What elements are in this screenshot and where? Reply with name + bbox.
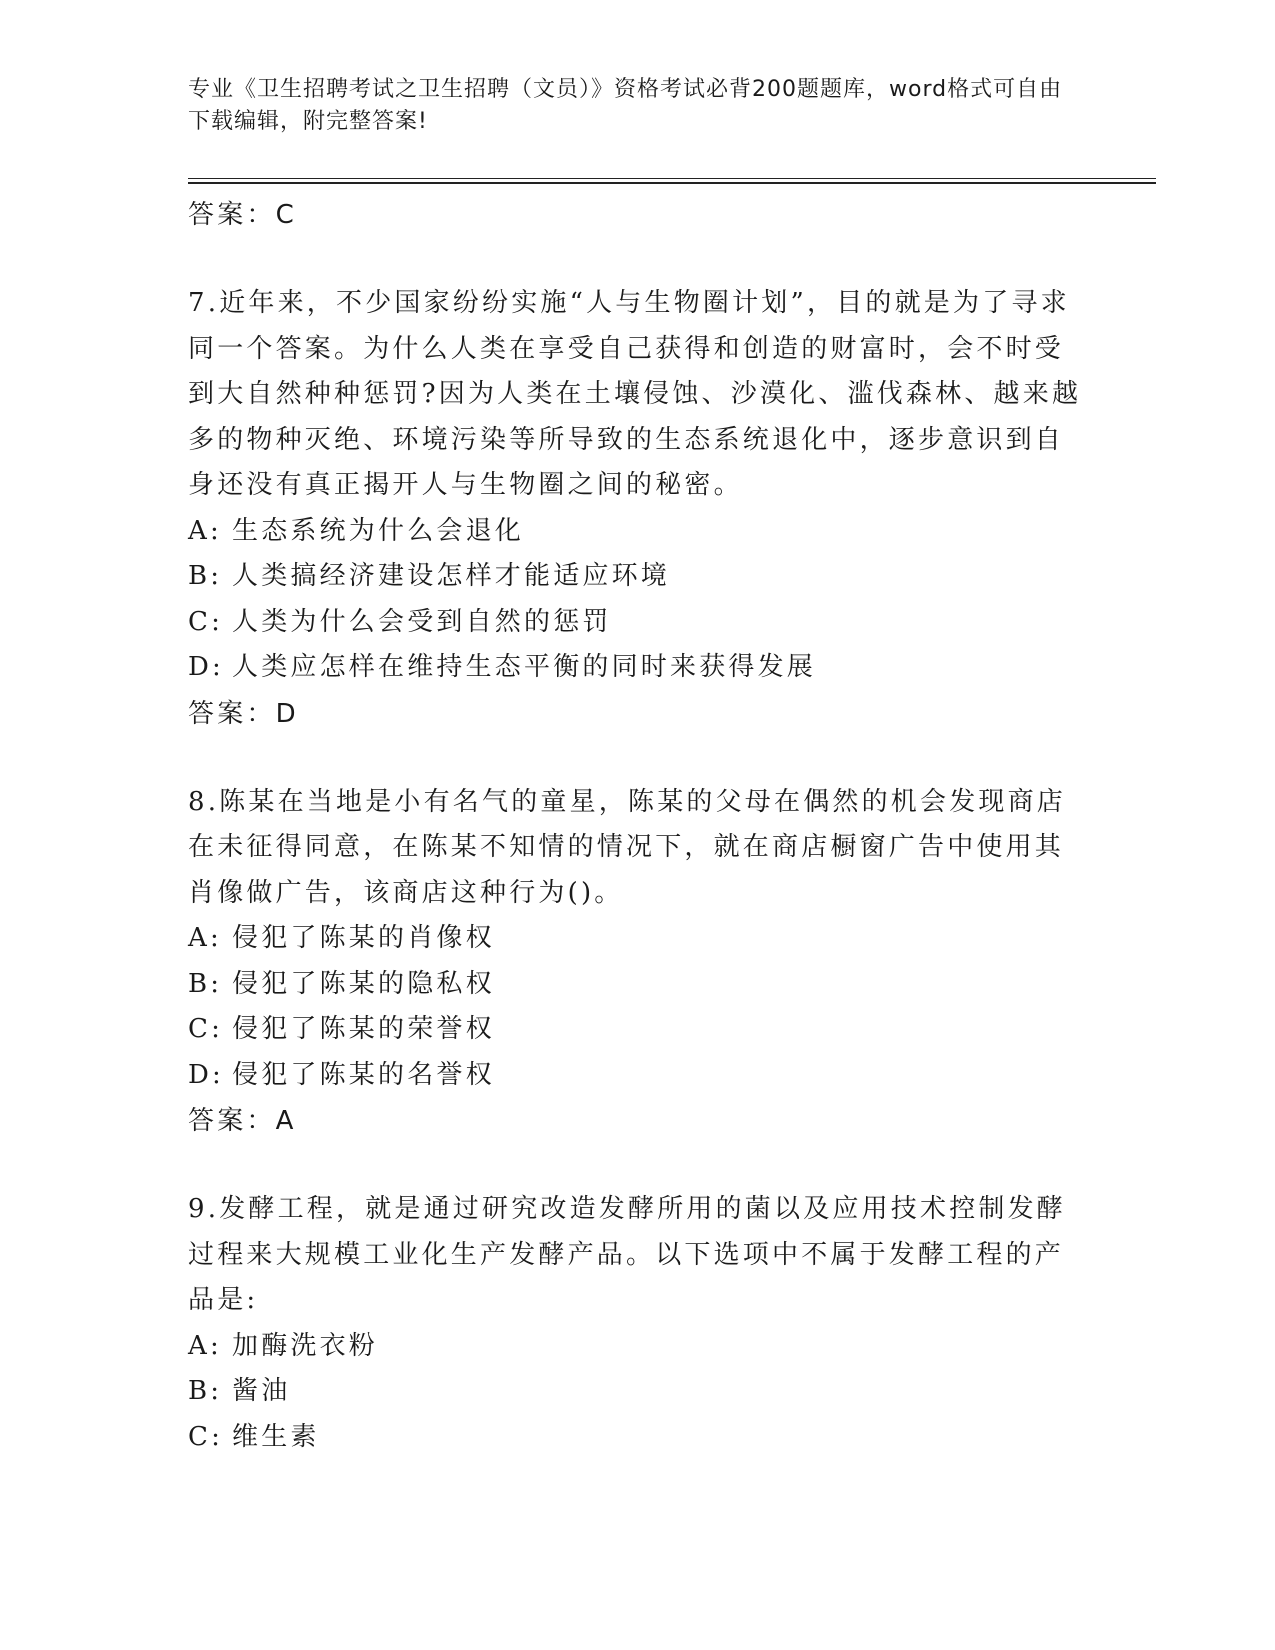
option-text: 生态系统为什么会退化 [232,515,525,546]
option-b [188,554,1088,600]
option-d [188,645,1088,691]
option-letter: C: [188,1421,224,1452]
option-letter: B: [188,561,223,591]
option-b [188,962,1088,1008]
option-b [188,1369,1088,1415]
question-stem: 9.发酵工程，就是通过研究改造发酵所用的菌以及应用技术控制发酵过程来大规模工业化生产发酵产品。以下选项中不属于发酵工程的产品是: [188,1194,1067,1315]
question-stem: 7.近年来，不少国家纷纷实施“人与生物圈计划”，目的就是为了寻求同一个答案。为什么人类在享受自己获得和创造的财富时，会不时受到大自然种种惩罚?因为人类在土壤侵蚀、沙漠化、滥伐森林、越来越多的物种灭绝、环境污染等所导致的生态系统退化中，逐步意识到自身还没有真正揭开人与生物圈之间的秘密。 [188,288,1082,500]
question-8 [188,780,1088,1145]
option-text: 人类应怎样在维持生态平衡的同时来获得发展 [232,652,817,682]
option-text: 人类为什么会受到自然的惩罚 [232,606,612,637]
document-header: 专业《卫生招聘考试之卫生招聘（文员）》资格考试必背200题题库，word格式可自由下载编辑，附完整答案! [188,77,1063,134]
document-content [188,192,1088,1460]
option-a [188,1324,1088,1370]
option-c [188,1007,1088,1053]
option-text: 侵犯了陈某的隐私权 [232,968,495,999]
header-rule-thick [188,182,1156,184]
option-a [188,916,1088,962]
answer-label: 答案：C [188,200,297,230]
answer-label: 答案：A [188,1106,297,1136]
option-letter: C: [188,606,224,637]
option-letter: C: [188,1014,224,1044]
option-c [188,1415,1088,1461]
question-9 [188,1187,1088,1460]
option-letter: D: [188,652,225,682]
option-text: 侵犯了陈某的荣誉权 [232,1014,495,1044]
option-text: 侵犯了陈某的名誉权 [232,1059,495,1090]
option-text: 侵犯了陈某的肖像权 [232,923,495,953]
option-letter: D: [188,1059,225,1090]
header-rule-thin [188,178,1156,179]
option-c [188,600,1088,646]
option-text: 人类搞经济建设怎样才能适应环境 [232,561,671,591]
answer-label: 答案：D [188,698,299,729]
option-letter: B: [188,968,223,999]
option-text: 酱油 [232,1376,291,1406]
option-text: 加酶洗衣粉 [232,1330,379,1361]
question-7 [188,281,1088,737]
option-text: 维生素 [232,1421,320,1452]
question-stem: 8.陈某在当地是小有名气的童星，陈某的父母在偶然的机会发现商店在未征得同意，在陈某不知情的情况下，就在商店橱窗广告中使用其肖像做广告，该商店这种行为()。 [188,786,1067,908]
option-a [188,509,1088,555]
option-letter: A: [188,1330,222,1361]
option-letter: A: [188,515,222,546]
option-letter: B: [188,1376,223,1406]
option-d [188,1053,1088,1099]
option-letter: A: [188,923,222,953]
